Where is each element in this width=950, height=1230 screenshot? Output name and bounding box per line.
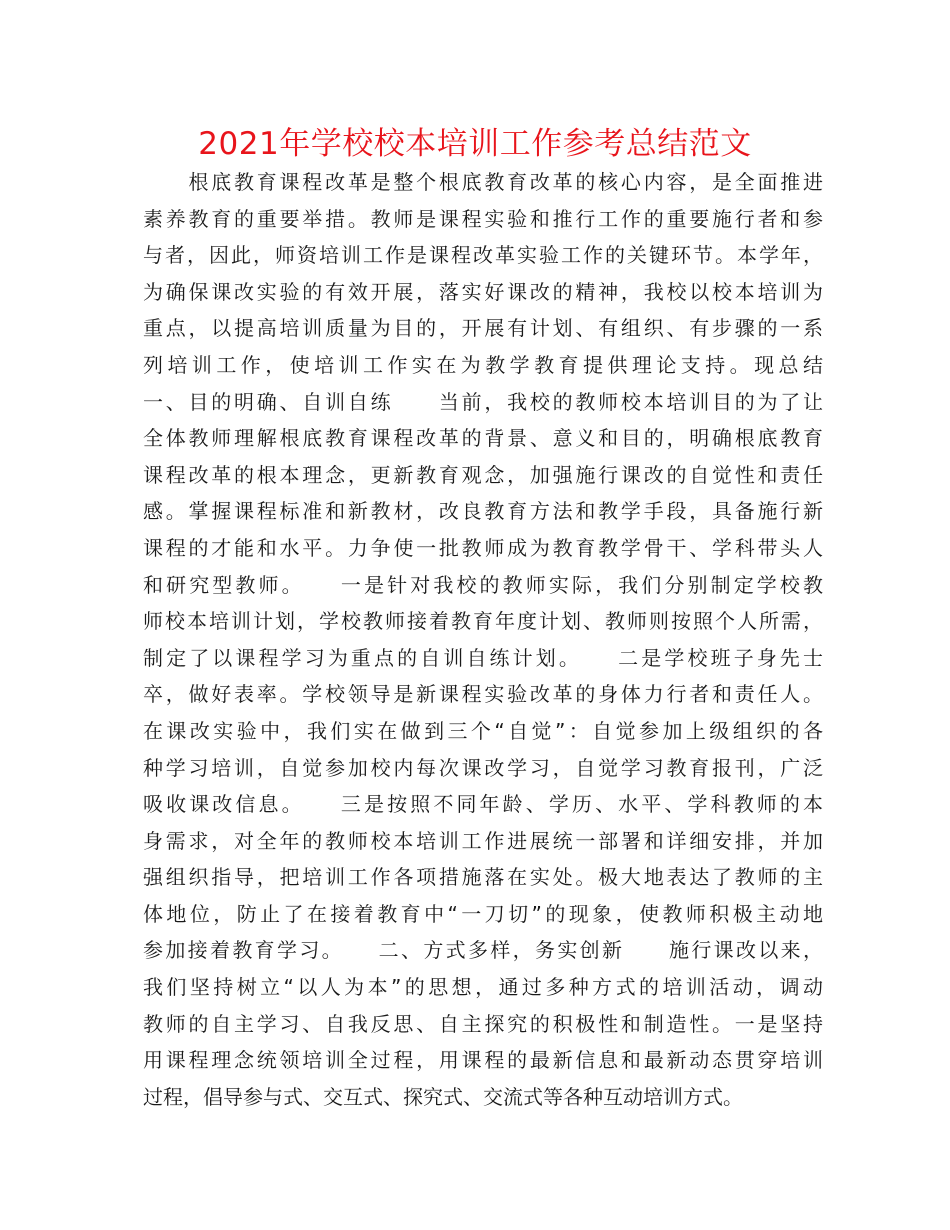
body-line: 素养教育的重要举措。教师是课程实验和推行工作的重要施行者和参 [143,206,823,231]
body-line: 全体教师理解根底教育课程改革的背景、意义和目的，明确根底教育 [143,426,823,451]
body-line: 我们坚持树立“以人为本”的思想，通过多种方式的培训活动，调动 [143,975,823,1000]
document-title: 2021年学校校本培训工作参考总结范文 [198,126,752,162]
body-line: 根底教育课程改革是整个根底教育改革的核心内容，是全面推进 [143,170,823,194]
body-line: 过程，倡导参与式、交互式、探究式、交流式等各种互动培训方式。 [143,1084,743,1109]
body-line: 身需求，对全年的教师校本培训工作进展统一部署和详细安排，并加 [143,828,823,853]
body-line: 强组织指导，把培训工作各项措施落在实处。极大地表达了教师的主 [143,865,823,890]
body-line: 感。掌握课程标准和新教材，改良教育方法和教学手段，具备施行新 [143,499,823,524]
body-line: 种学习培训，自觉参加校内每次课改学习，自觉学习教育报刊，广泛 [143,755,823,780]
body-line: 课程的才能和水平。力争使一批教师成为教育教学骨干、学科带头人 [143,535,823,560]
body-line: 制定了以课程学习为重点的自训自练计划。 二是学校班子身先士 [143,645,823,670]
document-body [143,164,823,1115]
body-line: 课程改革的根本理念，更新教育观念，加强施行课改的自觉性和责任 [143,462,823,487]
body-line: 列培训工作，使培训工作实在为教学教育提供理论支持。现总结 [143,352,823,377]
body-line: 与者，因此，师资培训工作是课程改革实验工作的关键环节。本学年， [143,243,823,268]
body-line: 为确保课改实验的有效开展，落实好课改的精神，我校以校本培训为 [143,279,823,304]
body-line: 体地位，防止了在接着教育中“一刀切”的现象，使教师积极主动地 [143,901,823,926]
body-line: 参加接着教育学习。 二、方式多样，务实创新 施行课改以来， [143,938,823,963]
body-line: 师校本培训计划，学校教师接着教育年度计划、教师则按照个人所需， [143,609,823,634]
body-line: 吸收课改信息。 三是按照不同年龄、学历、水平、学科教师的本 [143,792,823,817]
body-line: 重点，以提高培训质量为目的，开展有计划、有组织、有步骤的一系 [143,316,823,341]
body-line: 卒，做好表率。学校领导是新课程实验改革的身体力行者和责任人。 [143,682,823,707]
body-line: 在课改实验中，我们实在做到三个“自觉”：自觉参加上级组织的各 [143,718,823,743]
body-line: 和研究型教师。 一是针对我校的教师实际，我们分别制定学校教 [143,572,823,597]
body-line: 用课程理念统领培训全过程，用课程的最新信息和最新动态贯穿培训 [143,1048,823,1073]
body-line: 一、目的明确、自训自练 当前，我校的教师校本培训目的为了让 [143,389,823,414]
body-line: 教师的自主学习、自我反思、自主探究的积极性和制造性。一是坚持 [143,1011,823,1036]
